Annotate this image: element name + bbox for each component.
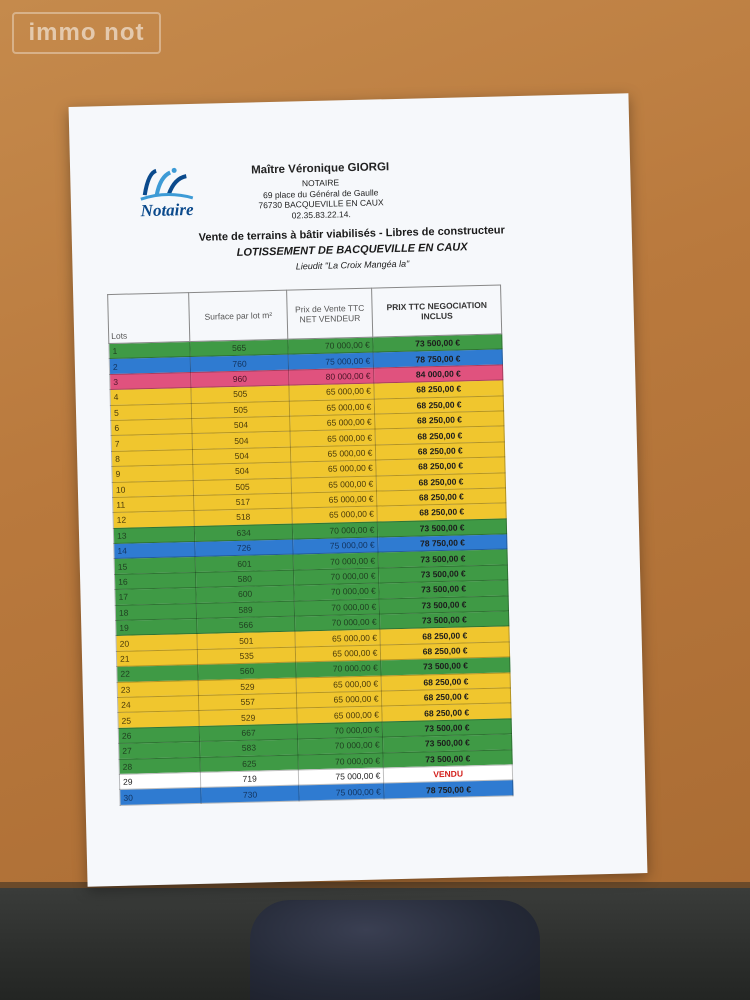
- cell-prix-vente: 65 000,00 €: [295, 645, 381, 662]
- header-prix-vente: Prix de Vente TTC NET VENDEUR: [287, 288, 374, 339]
- cell-prix-vente: 80 000,00 €: [289, 368, 375, 385]
- cell-surface: 501: [197, 632, 295, 650]
- cell-prix-vente: 70 000,00 €: [295, 614, 381, 631]
- notaire-emblem-icon: [126, 166, 207, 204]
- cell-prix-vente: 65 000,00 €: [291, 476, 377, 493]
- cell-prix-negociation: 73 500,00 €: [373, 334, 502, 353]
- cell-surface: 505: [191, 385, 289, 403]
- cell-surface: 560: [198, 662, 296, 680]
- cell-prix-vente: 75 000,00 €: [288, 352, 374, 369]
- cell-lot: 30: [120, 788, 202, 805]
- notary-address-2: 76730 BACQUEVILLE EN CAUX: [258, 197, 384, 211]
- cell-prix-vente: 65 000,00 €: [290, 429, 376, 446]
- cell-prix-vente: 65 000,00 €: [295, 629, 381, 646]
- lots-table: [107, 284, 513, 805]
- cell-surface: 760: [190, 355, 288, 373]
- cell-prix-vente: 65 000,00 €: [296, 676, 382, 693]
- price-sheet: [69, 93, 648, 886]
- cell-prix-negociation: 68 250,00 €: [377, 503, 506, 522]
- cell-prix-negociation: 68 250,00 €: [375, 411, 504, 430]
- cell-lot: 17: [115, 588, 197, 605]
- cell-surface: 518: [194, 508, 292, 526]
- cell-lot: 24: [117, 695, 199, 712]
- cell-surface: 730: [201, 785, 299, 803]
- cell-lot: 9: [112, 465, 194, 482]
- cell-surface: 601: [195, 555, 293, 573]
- cell-surface: 634: [195, 524, 293, 542]
- cell-surface: 583: [200, 739, 298, 757]
- cell-surface: 517: [194, 493, 292, 511]
- cell-prix-negociation: 68 250,00 €: [376, 457, 505, 476]
- cell-surface: 589: [196, 601, 294, 619]
- cell-prix-vente: 70 000,00 €: [293, 552, 379, 569]
- lots-table-body: [109, 334, 513, 805]
- notary-address-1: 69 place du Général de Gaulle: [262, 186, 379, 200]
- cell-prix-vente: 65 000,00 €: [289, 383, 375, 400]
- cell-lot: 26: [118, 726, 200, 743]
- cell-prix-negociation: 78 750,00 €: [374, 349, 503, 368]
- cell-lot: 3: [110, 372, 192, 389]
- cell-surface: 565: [190, 339, 288, 357]
- cell-prix-vente: 70 000,00 €: [294, 583, 380, 600]
- cell-prix-negociation: 68 250,00 €: [376, 442, 505, 461]
- cell-prix-negociation: 78 750,00 €: [384, 780, 513, 799]
- cell-lot: 6: [111, 418, 193, 435]
- cell-surface: 535: [198, 647, 296, 665]
- cell-lot: 13: [113, 526, 195, 543]
- cell-prix-vente: 75 000,00 €: [299, 783, 385, 800]
- cell-prix-vente: 70 000,00 €: [298, 753, 384, 770]
- cell-lot: 28: [119, 757, 201, 774]
- header-surface: Surface par lot m²: [189, 290, 288, 341]
- cell-lot: 25: [118, 711, 200, 728]
- cell-surface: 529: [199, 708, 297, 726]
- cell-prix-negociation: 68 250,00 €: [382, 703, 511, 722]
- cell-lot: 15: [114, 557, 196, 574]
- cell-lot: 29: [119, 772, 201, 789]
- cell-lot: 20: [116, 634, 198, 651]
- cell-prix-negociation: 68 250,00 €: [382, 688, 511, 707]
- cell-surface: 504: [193, 447, 291, 465]
- notary-phone: 02.35.83.22.14.: [291, 208, 351, 221]
- header-prix-negociation: PRIX TTC NEGOCIATION INCLUS: [372, 285, 502, 337]
- cell-surface: 529: [198, 678, 296, 696]
- cell-surface: 719: [201, 770, 299, 788]
- cell-prix-negociation: 73 500,00 €: [383, 719, 512, 738]
- cell-surface: 580: [196, 570, 294, 588]
- cell-lot: 21: [116, 649, 198, 666]
- cell-prix-negociation: 78 750,00 €: [378, 534, 507, 553]
- cell-prix-vente: 70 000,00 €: [293, 568, 379, 585]
- cell-prix-vente: 70 000,00 €: [294, 599, 380, 616]
- cell-lot: 11: [113, 495, 195, 512]
- cell-lot: 4: [110, 388, 192, 405]
- cell-lot: 5: [110, 403, 192, 420]
- shoe: [250, 900, 540, 1000]
- cell-prix-vente: 65 000,00 €: [290, 414, 376, 431]
- cell-prix-negociation: 73 500,00 €: [379, 565, 508, 584]
- cell-prix-negociation: 68 250,00 €: [374, 380, 503, 399]
- locality-title: Lieudit "La Croix Mangéa la": [295, 258, 410, 272]
- cell-lot: 8: [111, 449, 193, 466]
- cell-surface: 504: [192, 431, 290, 449]
- cell-lot: 7: [111, 434, 193, 451]
- cell-surface: 600: [196, 585, 294, 603]
- cell-surface: 960: [191, 370, 289, 388]
- subdivision-title: LOTISSEMENT DE BACQUEVILLE EN CAUX: [236, 241, 468, 259]
- cell-prix-vente: 70 000,00 €: [298, 737, 384, 754]
- notary-header: [220, 160, 421, 222]
- cell-surface: 504: [193, 462, 291, 480]
- cell-prix-negociation: 73 500,00 €: [380, 611, 509, 630]
- document-titles: [102, 222, 603, 276]
- cell-lot: 22: [117, 665, 199, 682]
- watermark-logo: immo not: [12, 12, 161, 54]
- cell-surface: 505: [193, 478, 291, 496]
- sale-title: Vente de terrains à bâtir viabilisés - Libres de constructeur: [198, 224, 505, 244]
- cell-prix-vente: 70 000,00 €: [297, 722, 383, 739]
- cell-lot: 19: [116, 619, 198, 636]
- cell-prix-negociation: 68 250,00 €: [377, 488, 506, 507]
- cell-lot: 27: [119, 742, 201, 759]
- cell-prix-vente: 65 000,00 €: [290, 445, 376, 462]
- cell-surface: 504: [192, 416, 290, 434]
- cell-surface: 625: [200, 755, 298, 773]
- cell-prix-negociation: 73 500,00 €: [379, 580, 508, 599]
- cell-prix-negociation: 68 250,00 €: [375, 395, 504, 414]
- cell-lot: 18: [115, 603, 197, 620]
- cell-prix-vente: 75 000,00 €: [298, 768, 384, 785]
- cell-prix-vente: 75 000,00 €: [293, 537, 379, 554]
- notary-role: NOTAIRE: [301, 177, 340, 189]
- notaire-logo-text: Notaire: [140, 199, 194, 221]
- cell-lot: 14: [114, 542, 196, 559]
- notary-name: Maître Véronique GIORGI: [251, 161, 390, 177]
- cell-surface: 566: [197, 616, 295, 634]
- cell-prix-negociation: 73 500,00 €: [378, 549, 507, 568]
- cell-lot: 16: [114, 572, 196, 589]
- cell-lot: 12: [113, 511, 195, 528]
- cell-prix-vente: 70 000,00 €: [292, 522, 378, 539]
- cell-prix-negociation: 84 000,00 €: [374, 365, 503, 384]
- cell-prix-vente: 70 000,00 €: [288, 337, 374, 354]
- cell-prix-vente: 70 000,00 €: [296, 660, 382, 677]
- cell-prix-vente: 65 000,00 €: [292, 506, 378, 523]
- cell-prix-negociation: VENDU: [384, 765, 513, 784]
- cell-prix-negociation: 73 500,00 €: [383, 734, 512, 753]
- cell-prix-vente: 65 000,00 €: [292, 491, 378, 508]
- cell-lot: 2: [109, 357, 191, 374]
- cell-surface: 726: [195, 539, 293, 557]
- cell-prix-negociation: 68 250,00 €: [380, 626, 509, 645]
- cell-prix-vente: 65 000,00 €: [291, 460, 377, 477]
- header-lots: Lots: [108, 293, 190, 344]
- cell-prix-negociation: 73 500,00 €: [381, 657, 510, 676]
- cell-prix-negociation: 68 250,00 €: [381, 642, 510, 661]
- cell-prix-negociation: 68 250,00 €: [375, 426, 504, 445]
- cell-prix-negociation: 68 250,00 €: [381, 672, 510, 691]
- cell-surface: 505: [192, 401, 290, 419]
- cell-prix-negociation: 73 500,00 €: [383, 749, 512, 768]
- cell-prix-vente: 65 000,00 €: [289, 399, 375, 416]
- cell-prix-vente: 65 000,00 €: [296, 691, 382, 708]
- cell-lot: 10: [112, 480, 194, 497]
- notaire-logo: [126, 166, 207, 228]
- cell-prix-negociation: 73 500,00 €: [378, 519, 507, 538]
- cell-prix-negociation: 68 250,00 €: [377, 472, 506, 491]
- cell-prix-vente: 65 000,00 €: [297, 706, 383, 723]
- cell-lot: 1: [109, 342, 191, 359]
- cell-lot: 23: [117, 680, 199, 697]
- cell-surface: 557: [199, 693, 297, 711]
- cell-surface: 667: [199, 724, 297, 742]
- cell-prix-negociation: 73 500,00 €: [380, 596, 509, 615]
